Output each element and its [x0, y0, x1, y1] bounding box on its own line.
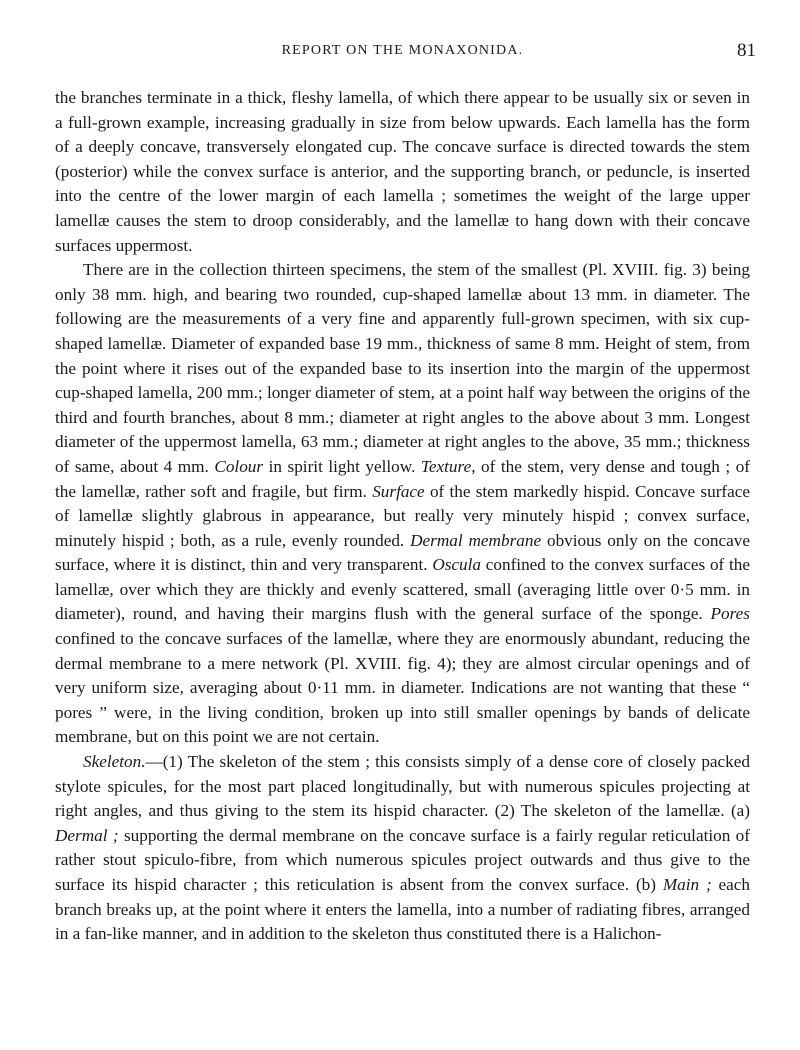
paragraph-lamella-description: the branches terminate in a thick, fleshy lamella, of which there appear to be usually six or seven in a full-grown example, increasing gradually in size from below upwards. Each lamella has the form of a deeply concave, transversely elongated cup. The concave surface is directed towards the stem (posterior) while the convex surface is anterior, and the supporting branch, or peduncle, is inserted into the centre of the lower margin of each lamella ; sometimes the weight of the large upper lamellæ causes the stem to droop considerably, and the lamellæ to hang down with their concave surfaces uppermost. [55, 88, 750, 255]
page-header [55, 40, 756, 70]
running-head: REPORT ON THE MONAXONIDA. [281, 43, 524, 58]
specimens-text-1: There are in the collection thirteen specimens, the stem of the smallest (Pl. XVIII. fig. 3) being only 38 mm. high, and bearing two rounded, cup-shaped lamellæ about 13 mm. in diameter. The following are the measurements of a very fine and apparently full-grown specimen, with six cup-shaped lamellæ. Diameter of expanded base 19 mm., thickness of same 8 mm. Height of stem, from the point where it rises out of the expanded base to its insertion into the margin of the uppermost cup-shaped lamella, 200 mm.; longer diameter of stem, at a point half way between the origins of the third and fourth branches, about 8 mm.; diameter at right angles to the above about 3 mm. Longest diameter of the uppermost lamella, 63 mm.; diameter at right angles to the above, 35 mm.; thickness of same, about 4 mm. [55, 260, 750, 476]
specimens-text-3: of the stem, very dense and tough ; of the lamellæ, rather soft and fragile, but firm. [55, 456, 751, 501]
page-number: 81 [737, 40, 756, 61]
specimens-text-4: of the stem markedly hispid. Concave surface of lamellæ slightly glabrous in appearance, but really very minutely hispid ; convex surface, minutely hispid ; both, as a rule, evenly rounded. [55, 481, 751, 550]
skeleton-label-a: (a) [730, 801, 751, 821]
term-main: Main ; [662, 875, 712, 894]
term-texture: Texture, [420, 456, 476, 476]
skeleton-text-1: —(1) The skeleton of the stem ; this consists simply of a dense core of closely packed stylote spicules, for the most part placed longitudinally, but with numerous spicules projecting at right angles, and thus giving to the stem its hispid character. (2) The skeleton of the lamellæ. [55, 752, 750, 821]
skeleton-text-2: supporting the dermal membrane on the concave surface is a fairly regular reticulation of rather stout spiculo-fibre, from which numerous spicules project outwards and thus give to the surface its hispid character ; this reticulation is absent from the convex surface. [55, 825, 750, 894]
body-text [55, 86, 750, 947]
specimens-text-2: in spirit light yellow. [268, 456, 416, 476]
specimens-text-5: obvious only on the concave surface, where it is distinct, thin and very transparent. [55, 530, 750, 575]
term-dermal: Dermal ; [55, 825, 119, 845]
specimens-text-6: confined to the convex surfaces of the lamellæ, over which they are thickly and evenly scattered, small (averaging little over 0·5 mm. in diameter), round, and having their margins flush with the general surface of the sponge. [55, 555, 751, 624]
term-colour: Colour [214, 456, 264, 476]
term-skeleton: Skeleton. [83, 752, 146, 772]
paragraph-skeleton [55, 750, 750, 947]
skeleton-label-b: (b) [635, 875, 656, 894]
term-dermal-membrane: Dermal membrane [410, 530, 542, 550]
document-page [55, 40, 756, 947]
skeleton-text-3: each branch breaks up, at the point where it enters the lamella, into a number of radiating fibres, arranged in a fan-like manner, and in addition to the skeleton thus constituted there is a Halichon- [55, 875, 750, 944]
paragraph-specimens [55, 258, 750, 750]
term-surface: Surface [372, 481, 425, 501]
specimens-text-7: confined to the concave surfaces of the lamellæ, where they are enormously abundant, reducing the dermal membrane to a mere network (Pl. XVIII. fig. 4); they are almost circular openings and of very uniform size, averaging about 0·11 mm. in diameter. Indications are not wanting that these “ pores ” were, in the living condition, broken up into still smaller openings by bands of delicate membrane, but on this point we are not certain. [55, 629, 750, 747]
term-pores: Pores [710, 604, 750, 624]
term-oscula: Oscula [432, 555, 482, 575]
